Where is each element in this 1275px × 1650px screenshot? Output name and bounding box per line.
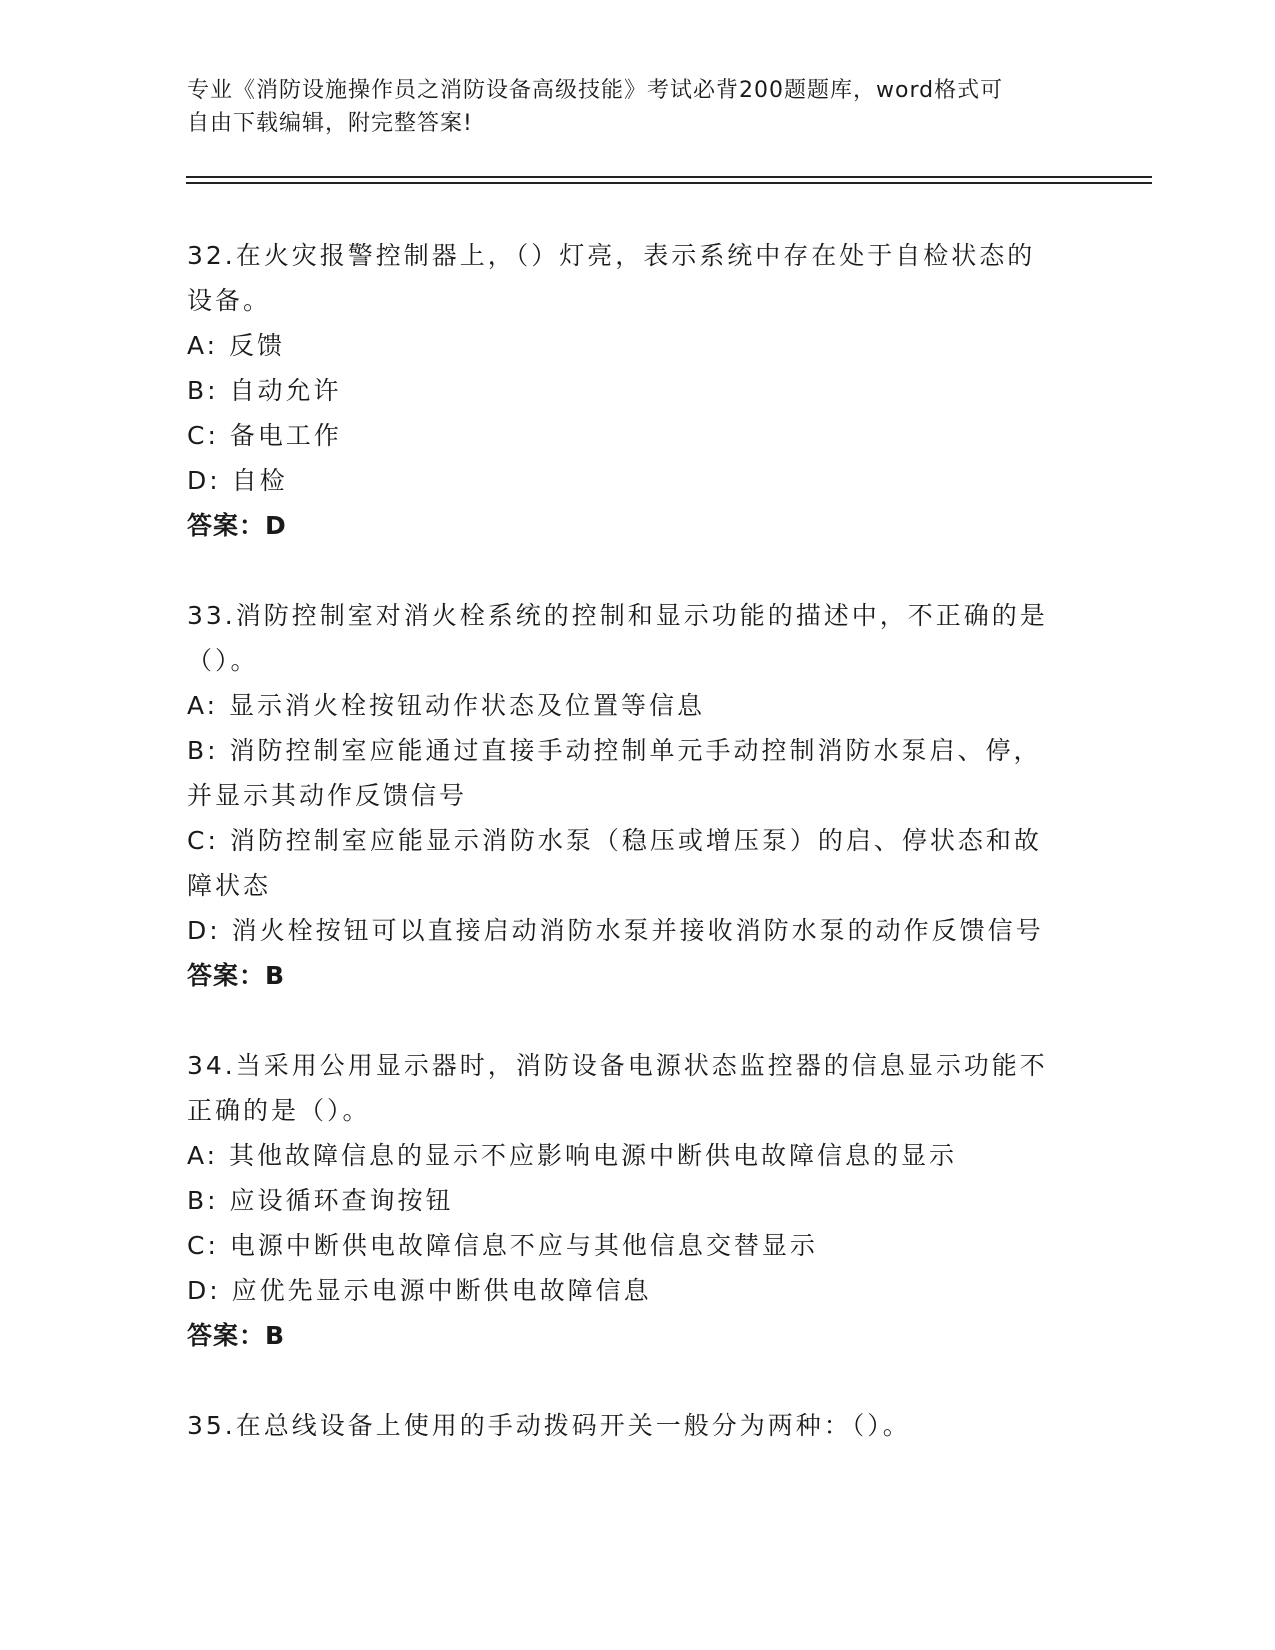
document-header bbox=[187, 74, 1067, 140]
question-block bbox=[187, 593, 1067, 998]
option-line: C: 消防控制室应能显示消防水泵（稳压或增压泵）的启、停状态和故 bbox=[187, 826, 1042, 855]
option-line: C: 电源中断供电故障信息不应与其他信息交替显示 bbox=[187, 1231, 818, 1260]
question-stem-line: （）。 bbox=[187, 646, 259, 675]
question-stem-line: 32.在火灾报警控制器上，（）灯亮，表示系统中存在处于自检状态的 bbox=[187, 241, 1036, 270]
question-block bbox=[187, 1403, 1067, 1448]
option-line: B: 消防控制室应能通过直接手动控制单元手动控制消防水泵启、停， bbox=[187, 736, 1042, 765]
option-line: B: 应设循环查询按钮 bbox=[187, 1186, 454, 1215]
question-list bbox=[187, 233, 1067, 1493]
option-line: A: 显示消火栓按钮动作状态及位置等信息 bbox=[187, 691, 706, 720]
answer-line: 答案：B bbox=[187, 1321, 286, 1350]
question-stem-line: 35.在总线设备上使用的手动拨码开关一般分为两种：（）。 bbox=[187, 1411, 911, 1440]
answer-line: 答案：B bbox=[187, 961, 286, 990]
question-block bbox=[187, 233, 1067, 548]
option-line: D: 自检 bbox=[187, 466, 288, 495]
answer-line: 答案：D bbox=[187, 511, 287, 540]
question-stem-line: 34.当采用公用显示器时，消防设备电源状态监控器的信息显示功能不 bbox=[187, 1051, 1048, 1080]
question-stem-line: 33.消防控制室对消火栓系统的控制和显示功能的描述中，不正确的是 bbox=[187, 601, 1048, 630]
option-line: 并显示其动作反馈信号 bbox=[187, 781, 468, 810]
option-line: A: 其他故障信息的显示不应影响电源中断供电故障信息的显示 bbox=[187, 1141, 958, 1170]
option-line: A: 反馈 bbox=[187, 331, 286, 360]
option-line: C: 备电工作 bbox=[187, 421, 342, 450]
question-stem-line: 正确的是（）。 bbox=[187, 1096, 371, 1125]
option-line: B: 自动允许 bbox=[187, 376, 342, 405]
header-line-2: 自由下载编辑，附完整答案! bbox=[187, 111, 473, 136]
header-divider-bottom bbox=[186, 182, 1152, 184]
question-block bbox=[187, 1043, 1067, 1358]
option-line: D: 消火栓按钮可以直接启动消防水泵并接收消防水泵的动作反馈信号 bbox=[187, 916, 1044, 945]
header-divider-top bbox=[186, 176, 1152, 178]
question-stem-line: 设备。 bbox=[187, 286, 272, 315]
option-line: 障状态 bbox=[187, 871, 272, 900]
option-line: D: 应优先显示电源中断供电故障信息 bbox=[187, 1276, 652, 1305]
header-line-1: 专业《消防设施操作员之消防设备高级技能》考试必背200题题库，word格式可 bbox=[187, 78, 1004, 103]
